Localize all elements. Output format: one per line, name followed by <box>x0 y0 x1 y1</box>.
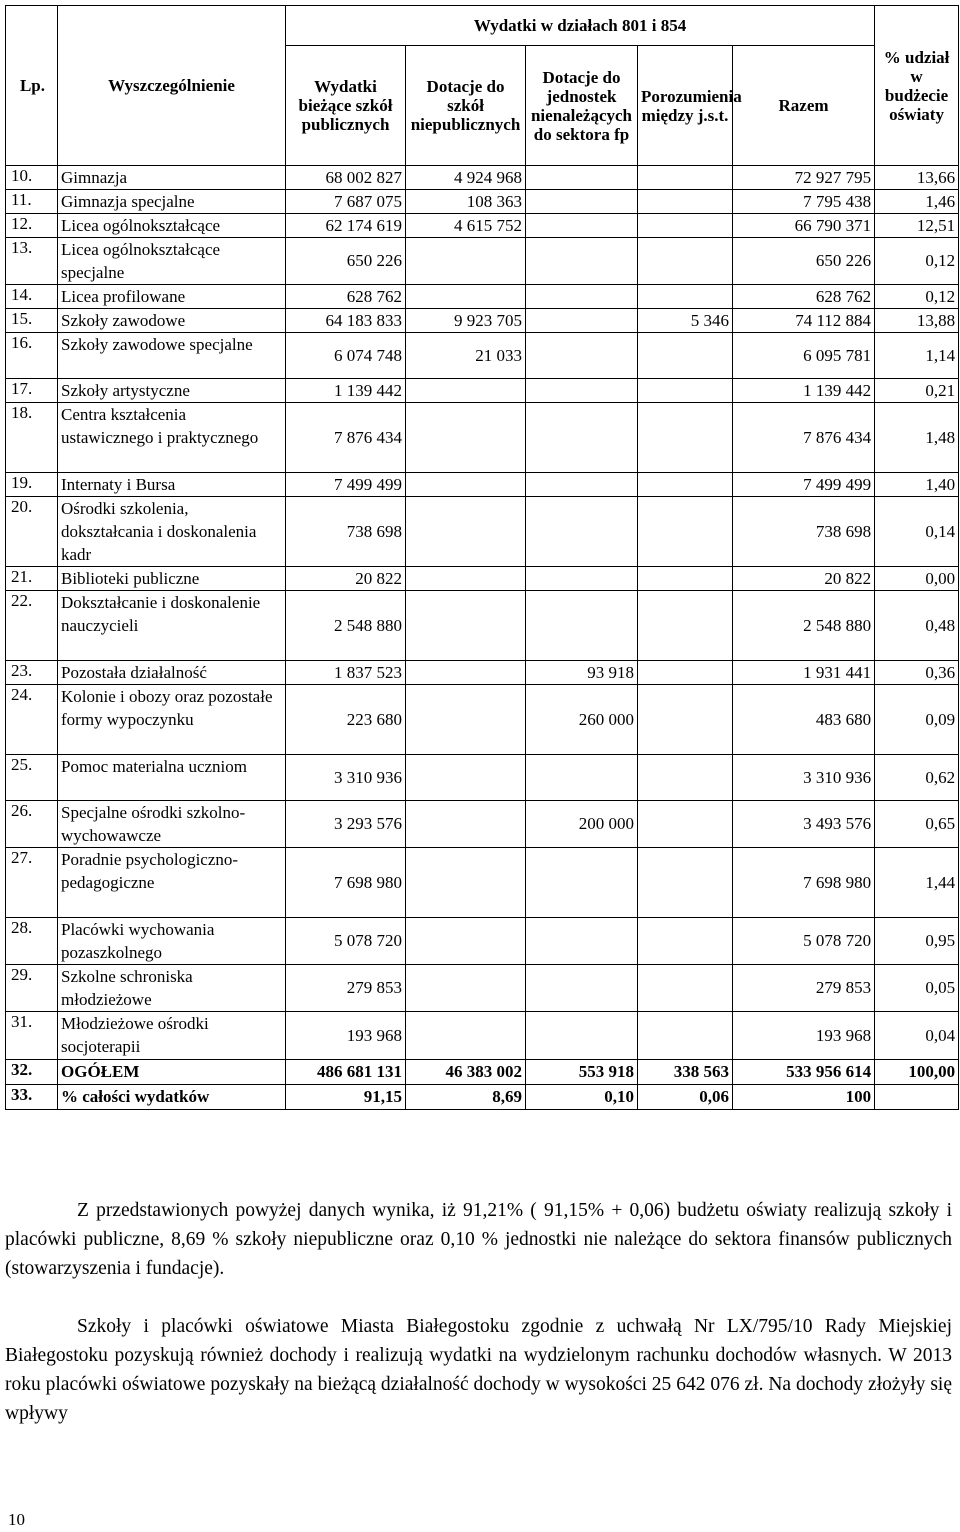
cell-lp: 22. <box>6 591 58 661</box>
cell-name: Licea profilowane <box>58 285 286 309</box>
cell-agreements <box>638 473 733 497</box>
cell-total: 279 853 <box>733 965 875 1012</box>
cell-lp: 23. <box>6 661 58 685</box>
cell-share: 12,51 <box>875 214 959 238</box>
cell-name: Szkoły zawodowe <box>58 309 286 333</box>
table-row <box>6 379 959 403</box>
cell-nonpublic <box>406 661 526 685</box>
cell-share: 1,14 <box>875 333 959 379</box>
cell-agreements: 5 346 <box>638 309 733 333</box>
cell-lp: 12. <box>6 214 58 238</box>
cell-total: 20 822 <box>733 567 875 591</box>
paragraph-2-text: Szkoły i placówki oświatowe Miasta Białegostoku zgodnie z uchwałą Nr LX/795/10 Rady Miejskiej Białegostoku pozyskują również dochody i realizują wydatki na wydzielonym rachunku dochodów własnych. W 2013 roku placówki oświatowe pozyskały na bieżącą działalność dochody w wysokości 25 642 076 zł. Na dochody złożyły się wpływy <box>5 1316 952 1424</box>
table-row <box>6 473 959 497</box>
cell-public: 5 078 720 <box>286 918 406 965</box>
cell-nonpublic: 108 363 <box>406 190 526 214</box>
cell-nonpublic <box>406 238 526 285</box>
cell-public: 62 174 619 <box>286 214 406 238</box>
cell-share: 0,00 <box>875 567 959 591</box>
table-row <box>6 285 959 309</box>
cell-public: 7 698 980 <box>286 848 406 918</box>
cell-nonpublic <box>406 755 526 801</box>
cell-name: Biblioteki publiczne <box>58 567 286 591</box>
header-total: Razem <box>733 46 875 166</box>
cell-agreements <box>638 285 733 309</box>
cell-name: Młodzieżowe ośrodki socjoterapii <box>58 1012 286 1060</box>
cell-lp: 24. <box>6 685 58 755</box>
cell-nonfp <box>526 567 638 591</box>
cell-name: Specjalne ośrodki szkolno-wychowawcze <box>58 801 286 848</box>
cell-name: OGÓŁEM <box>58 1060 286 1085</box>
cell-total: 650 226 <box>733 238 875 285</box>
cell-total: 628 762 <box>733 285 875 309</box>
cell-public: 650 226 <box>286 238 406 285</box>
header-nonfp: Dotacje do jednostek nienależących do sektora fp <box>526 46 638 166</box>
cell-nonfp: 200 000 <box>526 801 638 848</box>
cell-name: Pomoc materialna uczniom <box>58 755 286 801</box>
cell-nonpublic <box>406 473 526 497</box>
table-row <box>6 848 959 918</box>
table-row <box>6 1085 959 1110</box>
table-row <box>6 190 959 214</box>
table-row <box>6 567 959 591</box>
cell-agreements <box>638 190 733 214</box>
cell-name: Kolonie i obozy oraz pozostałe formy wypoczynku <box>58 685 286 755</box>
cell-total: 1 139 442 <box>733 379 875 403</box>
cell-total: 1 931 441 <box>733 661 875 685</box>
cell-total: 738 698 <box>733 497 875 567</box>
cell-name: Licea ogólnokształcące <box>58 214 286 238</box>
cell-nonfp <box>526 333 638 379</box>
cell-lp: 13. <box>6 238 58 285</box>
cell-nonfp <box>526 403 638 473</box>
cell-total: 193 968 <box>733 1012 875 1060</box>
cell-agreements <box>638 403 733 473</box>
cell-nonpublic <box>406 801 526 848</box>
cell-name: Szkoły zawodowe specjalne <box>58 333 286 379</box>
cell-public: 68 002 827 <box>286 166 406 190</box>
cell-total: 7 698 980 <box>733 848 875 918</box>
cell-share: 0,09 <box>875 685 959 755</box>
cell-nonpublic <box>406 567 526 591</box>
cell-lp: 25. <box>6 755 58 801</box>
cell-name: Pozostała działalność <box>58 661 286 685</box>
cell-total: 100 <box>733 1085 875 1110</box>
cell-public: 193 968 <box>286 1012 406 1060</box>
cell-public: 1 837 523 <box>286 661 406 685</box>
cell-agreements <box>638 918 733 965</box>
cell-name: Licea ogólnokształcące specjalne <box>58 238 286 285</box>
cell-name: Ośrodki szkolenia, dokształcania i doskonalenia kadr <box>58 497 286 567</box>
cell-share: 0,36 <box>875 661 959 685</box>
cell-lp: 17. <box>6 379 58 403</box>
table-row <box>6 591 959 661</box>
cell-nonfp: 0,10 <box>526 1085 638 1110</box>
cell-public: 3 293 576 <box>286 801 406 848</box>
cell-share: 0,65 <box>875 801 959 848</box>
cell-public: 1 139 442 <box>286 379 406 403</box>
cell-lp: 18. <box>6 403 58 473</box>
table-row <box>6 403 959 473</box>
cell-public: 7 499 499 <box>286 473 406 497</box>
cell-total: 72 927 795 <box>733 166 875 190</box>
cell-agreements <box>638 166 733 190</box>
cell-nonfp: 553 918 <box>526 1060 638 1085</box>
cell-nonfp <box>526 473 638 497</box>
header-group: Wydatki w działach 801 i 854 <box>286 6 875 46</box>
cell-nonpublic <box>406 379 526 403</box>
cell-nonpublic <box>406 591 526 661</box>
cell-total: 2 548 880 <box>733 591 875 661</box>
cell-lp: 29. <box>6 965 58 1012</box>
table-body <box>6 166 959 1110</box>
cell-lp: 11. <box>6 190 58 214</box>
cell-total: 533 956 614 <box>733 1060 875 1085</box>
cell-total: 3 493 576 <box>733 801 875 848</box>
cell-name: Gimnazja <box>58 166 286 190</box>
cell-agreements <box>638 801 733 848</box>
table-row <box>6 685 959 755</box>
cell-agreements <box>638 497 733 567</box>
cell-name: Dokształcanie i doskonalenie nauczycieli <box>58 591 286 661</box>
cell-agreements <box>638 379 733 403</box>
cell-nonfp <box>526 1012 638 1060</box>
cell-public: 738 698 <box>286 497 406 567</box>
cell-nonpublic: 8,69 <box>406 1085 526 1110</box>
cell-lp: 26. <box>6 801 58 848</box>
header-lp: Lp. <box>6 6 58 166</box>
cell-nonfp: 93 918 <box>526 661 638 685</box>
table-row <box>6 497 959 567</box>
cell-nonfp <box>526 166 638 190</box>
cell-share: 0,05 <box>875 965 959 1012</box>
cell-share: 13,88 <box>875 309 959 333</box>
cell-public: 91,15 <box>286 1085 406 1110</box>
cell-lp: 14. <box>6 285 58 309</box>
cell-nonpublic <box>406 918 526 965</box>
table-row <box>6 1060 959 1085</box>
header-agreements: Porozumienia między j.s.t. <box>638 46 733 166</box>
cell-nonfp <box>526 309 638 333</box>
cell-public: 7 687 075 <box>286 190 406 214</box>
cell-agreements <box>638 1012 733 1060</box>
cell-nonfp <box>526 918 638 965</box>
cell-lp: 27. <box>6 848 58 918</box>
cell-public: 279 853 <box>286 965 406 1012</box>
cell-lp: 33. <box>6 1085 58 1110</box>
cell-share: 1,46 <box>875 190 959 214</box>
cell-nonpublic: 4 924 968 <box>406 166 526 190</box>
table-row <box>6 238 959 285</box>
paragraph-1-text: Z przedstawionych powyżej danych wynika, iż 91,21% ( 91,15% + 0,06) budżetu oświaty realizują szkoły i placówki publiczne, 8,69 % szkoły niepubliczne oraz 0,10 % jednostki nie należące do sektora finansów publicznych (stowarzyszenia i fundacje). <box>5 1200 952 1279</box>
cell-agreements <box>638 238 733 285</box>
cell-name: Centra kształcenia ustawicznego i praktycznego <box>58 403 286 473</box>
cell-nonpublic <box>406 848 526 918</box>
cell-nonfp <box>526 214 638 238</box>
cell-agreements <box>638 755 733 801</box>
cell-agreements <box>638 333 733 379</box>
cell-nonfp: 260 000 <box>526 685 638 755</box>
cell-nonfp <box>526 190 638 214</box>
paragraph-1 <box>5 1196 952 1283</box>
cell-nonpublic <box>406 403 526 473</box>
table-row <box>6 918 959 965</box>
cell-agreements <box>638 661 733 685</box>
cell-share: 0,21 <box>875 379 959 403</box>
table-row <box>6 309 959 333</box>
cell-nonfp <box>526 379 638 403</box>
cell-share: 1,48 <box>875 403 959 473</box>
header-nonpublic: Dotacje do szkół niepublicznych <box>406 46 526 166</box>
table-row <box>6 214 959 238</box>
cell-total: 5 078 720 <box>733 918 875 965</box>
cell-share: 0,12 <box>875 285 959 309</box>
cell-share: 1,40 <box>875 473 959 497</box>
cell-share: 100,00 <box>875 1060 959 1085</box>
cell-nonpublic: 46 383 002 <box>406 1060 526 1085</box>
cell-agreements <box>638 567 733 591</box>
cell-agreements <box>638 214 733 238</box>
paragraph-2 <box>5 1312 952 1428</box>
table-row <box>6 661 959 685</box>
cell-nonfp <box>526 497 638 567</box>
cell-agreements: 338 563 <box>638 1060 733 1085</box>
cell-public: 64 183 833 <box>286 309 406 333</box>
cell-share: 1,44 <box>875 848 959 918</box>
cell-name: Szkoły artystyczne <box>58 379 286 403</box>
cell-share <box>875 1085 959 1110</box>
cell-lp: 32. <box>6 1060 58 1085</box>
cell-name: Placówki wychowania pozaszkolnego <box>58 918 286 965</box>
cell-share: 0,04 <box>875 1012 959 1060</box>
cell-nonpublic <box>406 685 526 755</box>
cell-lp: 28. <box>6 918 58 965</box>
page-number: 10 <box>8 1510 25 1529</box>
cell-nonpublic <box>406 1012 526 1060</box>
cell-total: 483 680 <box>733 685 875 755</box>
cell-lp: 15. <box>6 309 58 333</box>
cell-lp: 10. <box>6 166 58 190</box>
table-row <box>6 1012 959 1060</box>
cell-nonfp <box>526 755 638 801</box>
budget-table <box>5 5 959 1110</box>
cell-name: Poradnie psychologiczno-pedagogiczne <box>58 848 286 918</box>
cell-share: 0,12 <box>875 238 959 285</box>
cell-public: 3 310 936 <box>286 755 406 801</box>
cell-agreements <box>638 848 733 918</box>
header-name: Wyszczególnienie <box>58 6 286 166</box>
cell-nonpublic: 9 923 705 <box>406 309 526 333</box>
cell-nonfp <box>526 238 638 285</box>
cell-public: 20 822 <box>286 567 406 591</box>
cell-nonpublic <box>406 497 526 567</box>
cell-public: 2 548 880 <box>286 591 406 661</box>
cell-lp: 31. <box>6 1012 58 1060</box>
cell-lp: 16. <box>6 333 58 379</box>
cell-nonpublic: 4 615 752 <box>406 214 526 238</box>
cell-share: 13,66 <box>875 166 959 190</box>
cell-public: 6 074 748 <box>286 333 406 379</box>
cell-share: 0,14 <box>875 497 959 567</box>
cell-share: 0,48 <box>875 591 959 661</box>
header-public: Wydatki bieżące szkół publicznych <box>286 46 406 166</box>
cell-total: 74 112 884 <box>733 309 875 333</box>
cell-lp: 21. <box>6 567 58 591</box>
cell-nonpublic <box>406 285 526 309</box>
cell-share: 0,62 <box>875 755 959 801</box>
cell-total: 3 310 936 <box>733 755 875 801</box>
cell-nonfp <box>526 965 638 1012</box>
cell-total: 66 790 371 <box>733 214 875 238</box>
table-row <box>6 333 959 379</box>
table-row <box>6 965 959 1012</box>
cell-lp: 20. <box>6 497 58 567</box>
header-share: % udział w budżecie oświaty <box>875 6 959 166</box>
table-row <box>6 755 959 801</box>
cell-nonfp <box>526 285 638 309</box>
cell-agreements <box>638 685 733 755</box>
cell-nonfp <box>526 848 638 918</box>
cell-agreements <box>638 591 733 661</box>
cell-total: 6 095 781 <box>733 333 875 379</box>
cell-nonpublic <box>406 965 526 1012</box>
cell-agreements <box>638 965 733 1012</box>
cell-total: 7 499 499 <box>733 473 875 497</box>
cell-nonfp <box>526 591 638 661</box>
cell-name: Internaty i Bursa <box>58 473 286 497</box>
cell-total: 7 795 438 <box>733 190 875 214</box>
cell-agreements: 0,06 <box>638 1085 733 1110</box>
cell-total: 7 876 434 <box>733 403 875 473</box>
cell-name: % całości wydatków <box>58 1085 286 1110</box>
table-row <box>6 166 959 190</box>
cell-name: Szkolne schroniska młodzieżowe <box>58 965 286 1012</box>
cell-public: 7 876 434 <box>286 403 406 473</box>
table-row <box>6 801 959 848</box>
cell-public: 628 762 <box>286 285 406 309</box>
cell-nonpublic: 21 033 <box>406 333 526 379</box>
cell-public: 486 681 131 <box>286 1060 406 1085</box>
cell-name: Gimnazja specjalne <box>58 190 286 214</box>
cell-public: 223 680 <box>286 685 406 755</box>
cell-share: 0,95 <box>875 918 959 965</box>
cell-lp: 19. <box>6 473 58 497</box>
